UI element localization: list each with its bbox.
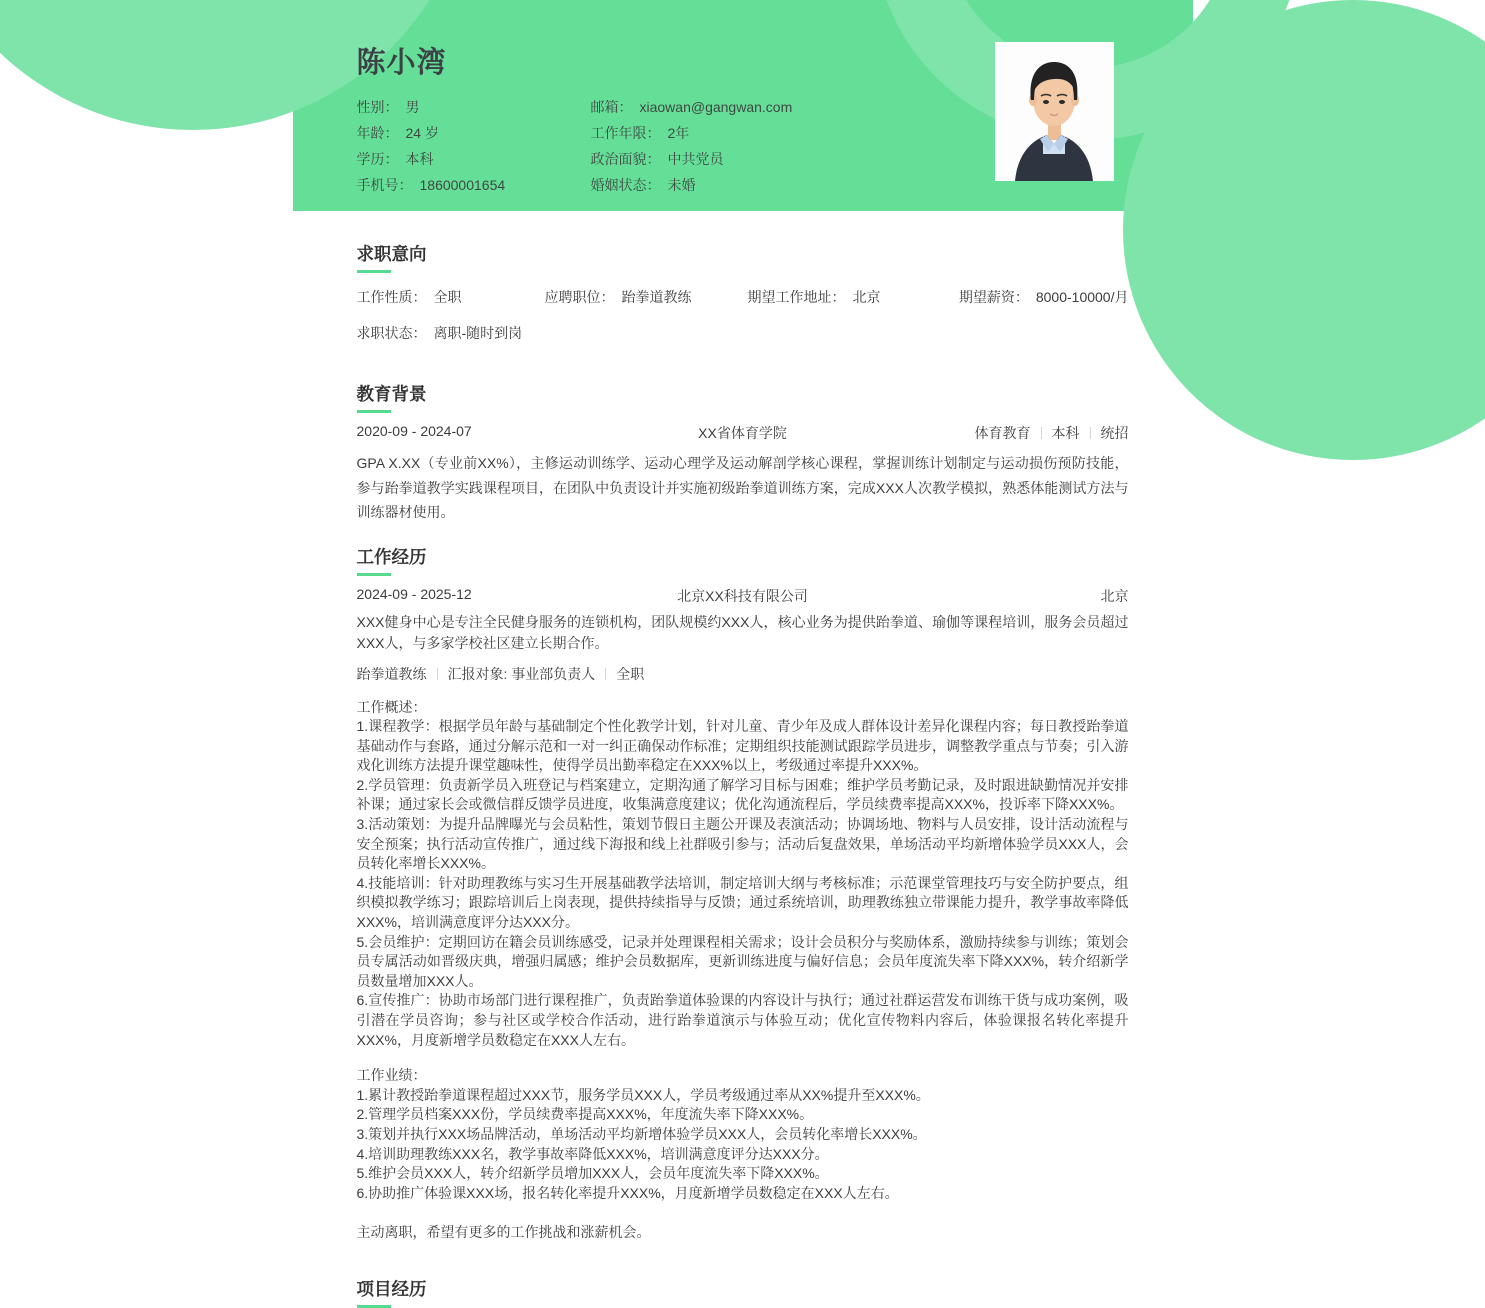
work-overview-item: 6.宣传推广：协助市场部门进行课程推广，负责跆拳道体验课的内容设计与执行；通过社群运营发布训练干货与成功案例，吸引潜在学员咨询；参与社区或学校合作活动，进行跆拳道演示与体验互动；优化宣传物料内容后，体验课报名转化率提升XXX%，月度新增学员数稳定在XXX人左右。 xyxy=(357,991,1129,1050)
field-value: 北京 xyxy=(853,289,881,305)
title-underline xyxy=(357,270,391,273)
company-intro: XXX健身中心是专注全民健身服务的连锁机构，团队规模约XXX人，核心业务为提供跆拳道、瑜伽等课程培训，服务会员超过XXX人，与多家学校社区建立长期合作。 xyxy=(357,612,1129,654)
education-major: 体育教育 xyxy=(975,423,1031,443)
education-description: GPA X.XX（专业前XX%），主修运动训练学、运动心理学及运动解剖学核心课程，掌握训练计划制定与运动损伤预防技能，参与跆拳道教学实践课程项目，在团队中负责设计并实施初级跆拳道训练方案，完成XXX人次教学模拟，熟悉体能测试方法与训练器材使用。 xyxy=(357,451,1129,525)
info-value: 2年 xyxy=(668,125,690,141)
info-label: 婚姻状态： xyxy=(591,177,661,193)
info-row-political xyxy=(591,146,793,172)
field-value: 全职 xyxy=(434,289,462,305)
work-achievement-item: 5.维护会员XXX人，转介绍新学员增加XXX人，会员年度流失率下降XXX%。 xyxy=(357,1164,1129,1184)
field-work-type xyxy=(357,287,462,307)
field-value: 离职-随时到岗 xyxy=(434,325,523,341)
field-label: 应聘职位： xyxy=(545,289,615,305)
education-period: 2020-09 - 2024-07 xyxy=(357,423,472,439)
section-work-experience xyxy=(357,545,1129,1243)
field-expected-location xyxy=(748,287,881,307)
info-row-email xyxy=(591,94,793,120)
field-label: 求职状态： xyxy=(357,325,427,341)
title-underline xyxy=(357,1305,391,1308)
info-value: 中共党员 xyxy=(668,151,724,167)
info-value: 本科 xyxy=(406,151,434,167)
personal-info-column-right xyxy=(591,94,793,198)
work-report-to: 汇报对象: 事业部负责人 xyxy=(448,664,596,684)
info-value: 24 岁 xyxy=(406,125,439,141)
section-next-cutoff xyxy=(357,1277,1129,1308)
work-achievements xyxy=(357,1066,1129,1203)
info-label: 邮箱： xyxy=(591,99,633,115)
id-photo xyxy=(995,42,1114,181)
info-value: 男 xyxy=(406,99,420,115)
work-achievements-title: 工作业绩： xyxy=(357,1066,1129,1086)
work-achievement-item: 1.累计教授跆拳道课程超过XXX节，服务学员XXX人，学员考级通过率从XX%提升至XXX%。 xyxy=(357,1086,1129,1106)
info-row-education xyxy=(357,146,591,172)
work-position: 跆拳道教练 xyxy=(357,664,427,684)
field-apply-position xyxy=(545,287,692,307)
field-value: 8000-10000/月 xyxy=(1036,289,1129,305)
work-achievement-item: 6.协助推广体验课XXX场，报名转化率提升XXX%，月度新增学员数稳定在XXX人左右。 xyxy=(357,1184,1129,1204)
info-label: 学历： xyxy=(357,151,399,167)
leave-reason: 主动离职，希望有更多的工作挑战和涨薪机会。 xyxy=(357,1223,1129,1243)
info-row-age xyxy=(357,120,591,146)
education-school: XX省体育学院 xyxy=(357,423,1129,443)
education-enroll-type: 统招 xyxy=(1101,423,1129,443)
resume-header xyxy=(293,0,1193,211)
education-meta-row xyxy=(357,423,1129,443)
work-overview-item: 4.技能培训：针对助理教练与实习生开展基础教学法培训，制定培训大纲与考核标准；示范课堂管理技巧与安全防护要点，组织模拟教学练习；跟踪培训后上岗表现，提供持续指导与反馈；通过系统培训，助理教练独立带课能力提升，教学事故率降低XXX%，培训满意度评分达XXX分。 xyxy=(357,874,1129,933)
info-value: 未婚 xyxy=(668,177,696,193)
candidate-name: 陈小湾 xyxy=(357,40,447,81)
separator xyxy=(1090,427,1091,439)
section-title-next: 项目经历 xyxy=(357,1277,1129,1301)
job-intention-row-2 xyxy=(357,323,1129,343)
info-row-marital xyxy=(591,172,793,198)
education-degree: 本科 xyxy=(1052,423,1080,443)
work-location: 北京 xyxy=(1101,586,1129,606)
section-title-job-intention: 求职意向 xyxy=(357,242,1129,266)
field-label: 期望工作地址： xyxy=(748,289,846,305)
info-label: 手机号： xyxy=(357,177,413,193)
personal-info-column-left xyxy=(357,94,591,198)
separator xyxy=(1041,427,1042,439)
work-company: 北京XX科技有限公司 xyxy=(357,586,1129,606)
work-overview-item: 3.活动策划：为提升品牌曝光与会员粘性，策划节假日主题公开课及表演活动；协调场地、物料与人员安排，设计活动流程与安全预案；执行活动宣传推广，通过线下海报和线上社群吸引参与；活动后复盘效果，单场活动平均新增体验学员XXX人，会员转化率增长XXX%。 xyxy=(357,815,1129,874)
info-value: xiaowan@gangwan.com xyxy=(640,99,793,115)
work-achievement-item: 4.培训助理教练XXX名，教学事故率降低XXX%，培训满意度评分达XXX分。 xyxy=(357,1145,1129,1165)
field-expected-salary xyxy=(959,287,1129,307)
info-label: 工作年限： xyxy=(591,125,661,141)
section-job-intention xyxy=(357,242,1129,343)
section-education xyxy=(357,382,1129,525)
info-value: 18600001654 xyxy=(420,177,506,193)
title-underline xyxy=(357,410,391,413)
work-period: 2024-09 - 2025-12 xyxy=(357,586,472,602)
id-photo-illustration xyxy=(995,42,1114,181)
info-row-years xyxy=(591,120,793,146)
work-achievement-item: 3.策划并执行XXX场品牌活动，单场活动平均新增体验学员XXX人，会员转化率增长XXX%。 xyxy=(357,1125,1129,1145)
job-intention-row-1 xyxy=(357,287,1129,307)
work-achievement-item: 2.管理学员档案XXX份，学员续费率提高XXX%，年度流失率下降XXX%。 xyxy=(357,1105,1129,1125)
work-meta-row xyxy=(357,586,1129,606)
field-value: 跆拳道教练 xyxy=(622,289,692,305)
info-row-gender xyxy=(357,94,591,120)
separator xyxy=(437,668,438,680)
resume-page xyxy=(293,0,1193,1275)
field-label: 工作性质： xyxy=(357,289,427,305)
info-row-phone xyxy=(357,172,591,198)
work-job-type: 全职 xyxy=(616,664,644,684)
info-label: 政治面貌： xyxy=(591,151,661,167)
field-label: 期望薪资： xyxy=(959,289,1029,305)
work-overview-title: 工作概述： xyxy=(357,698,1129,718)
info-label: 性别： xyxy=(357,99,399,115)
info-label: 年龄： xyxy=(357,125,399,141)
work-overview-item: 1.课程教学：根据学员年龄与基础制定个性化教学计划，针对儿童、青少年及成人群体设计差异化课程内容；每日教授跆拳道基础动作与套路，通过分解示范和一对一纠正确保动作标准；定期组织技能测试跟踪学员进步，调整教学重点与节奏；引入游戏化训练方法提升课堂趣味性，使得学员出勤率稳定在XXX%以上，考级通过率提升XXX%。 xyxy=(357,717,1129,776)
position-row xyxy=(357,664,1129,684)
work-overview-item: 5.会员维护：定期回访在籍会员训练感受，记录并处理课程相关需求；设计会员积分与奖励体系，激励持续参与训练；策划会员专属活动如晋级庆典，增强归属感；维护会员数据库，更新训练进度与偏好信息；会员年度流失率下降XXX%，转介绍新学员数量增加XXX人。 xyxy=(357,933,1129,992)
work-overview xyxy=(357,698,1129,1051)
education-tags xyxy=(975,423,1129,443)
separator xyxy=(605,668,606,680)
section-title-education: 教育背景 xyxy=(357,382,1129,406)
field-job-status xyxy=(357,325,523,341)
personal-info xyxy=(357,94,793,198)
resume-body xyxy=(293,242,1193,1308)
title-underline xyxy=(357,573,391,576)
section-title-work-experience: 工作经历 xyxy=(357,545,1129,569)
work-overview-item: 2.学员管理：负责新学员入班登记与档案建立，定期沟通了解学习目标与困难；维护学员考勤记录，及时跟进缺勤情况并安排补课；通过家长会或微信群反馈学员进度，收集满意度建议；优化沟通流程后，学员续费率提高XXX%，投诉率下降XXX%。 xyxy=(357,776,1129,815)
